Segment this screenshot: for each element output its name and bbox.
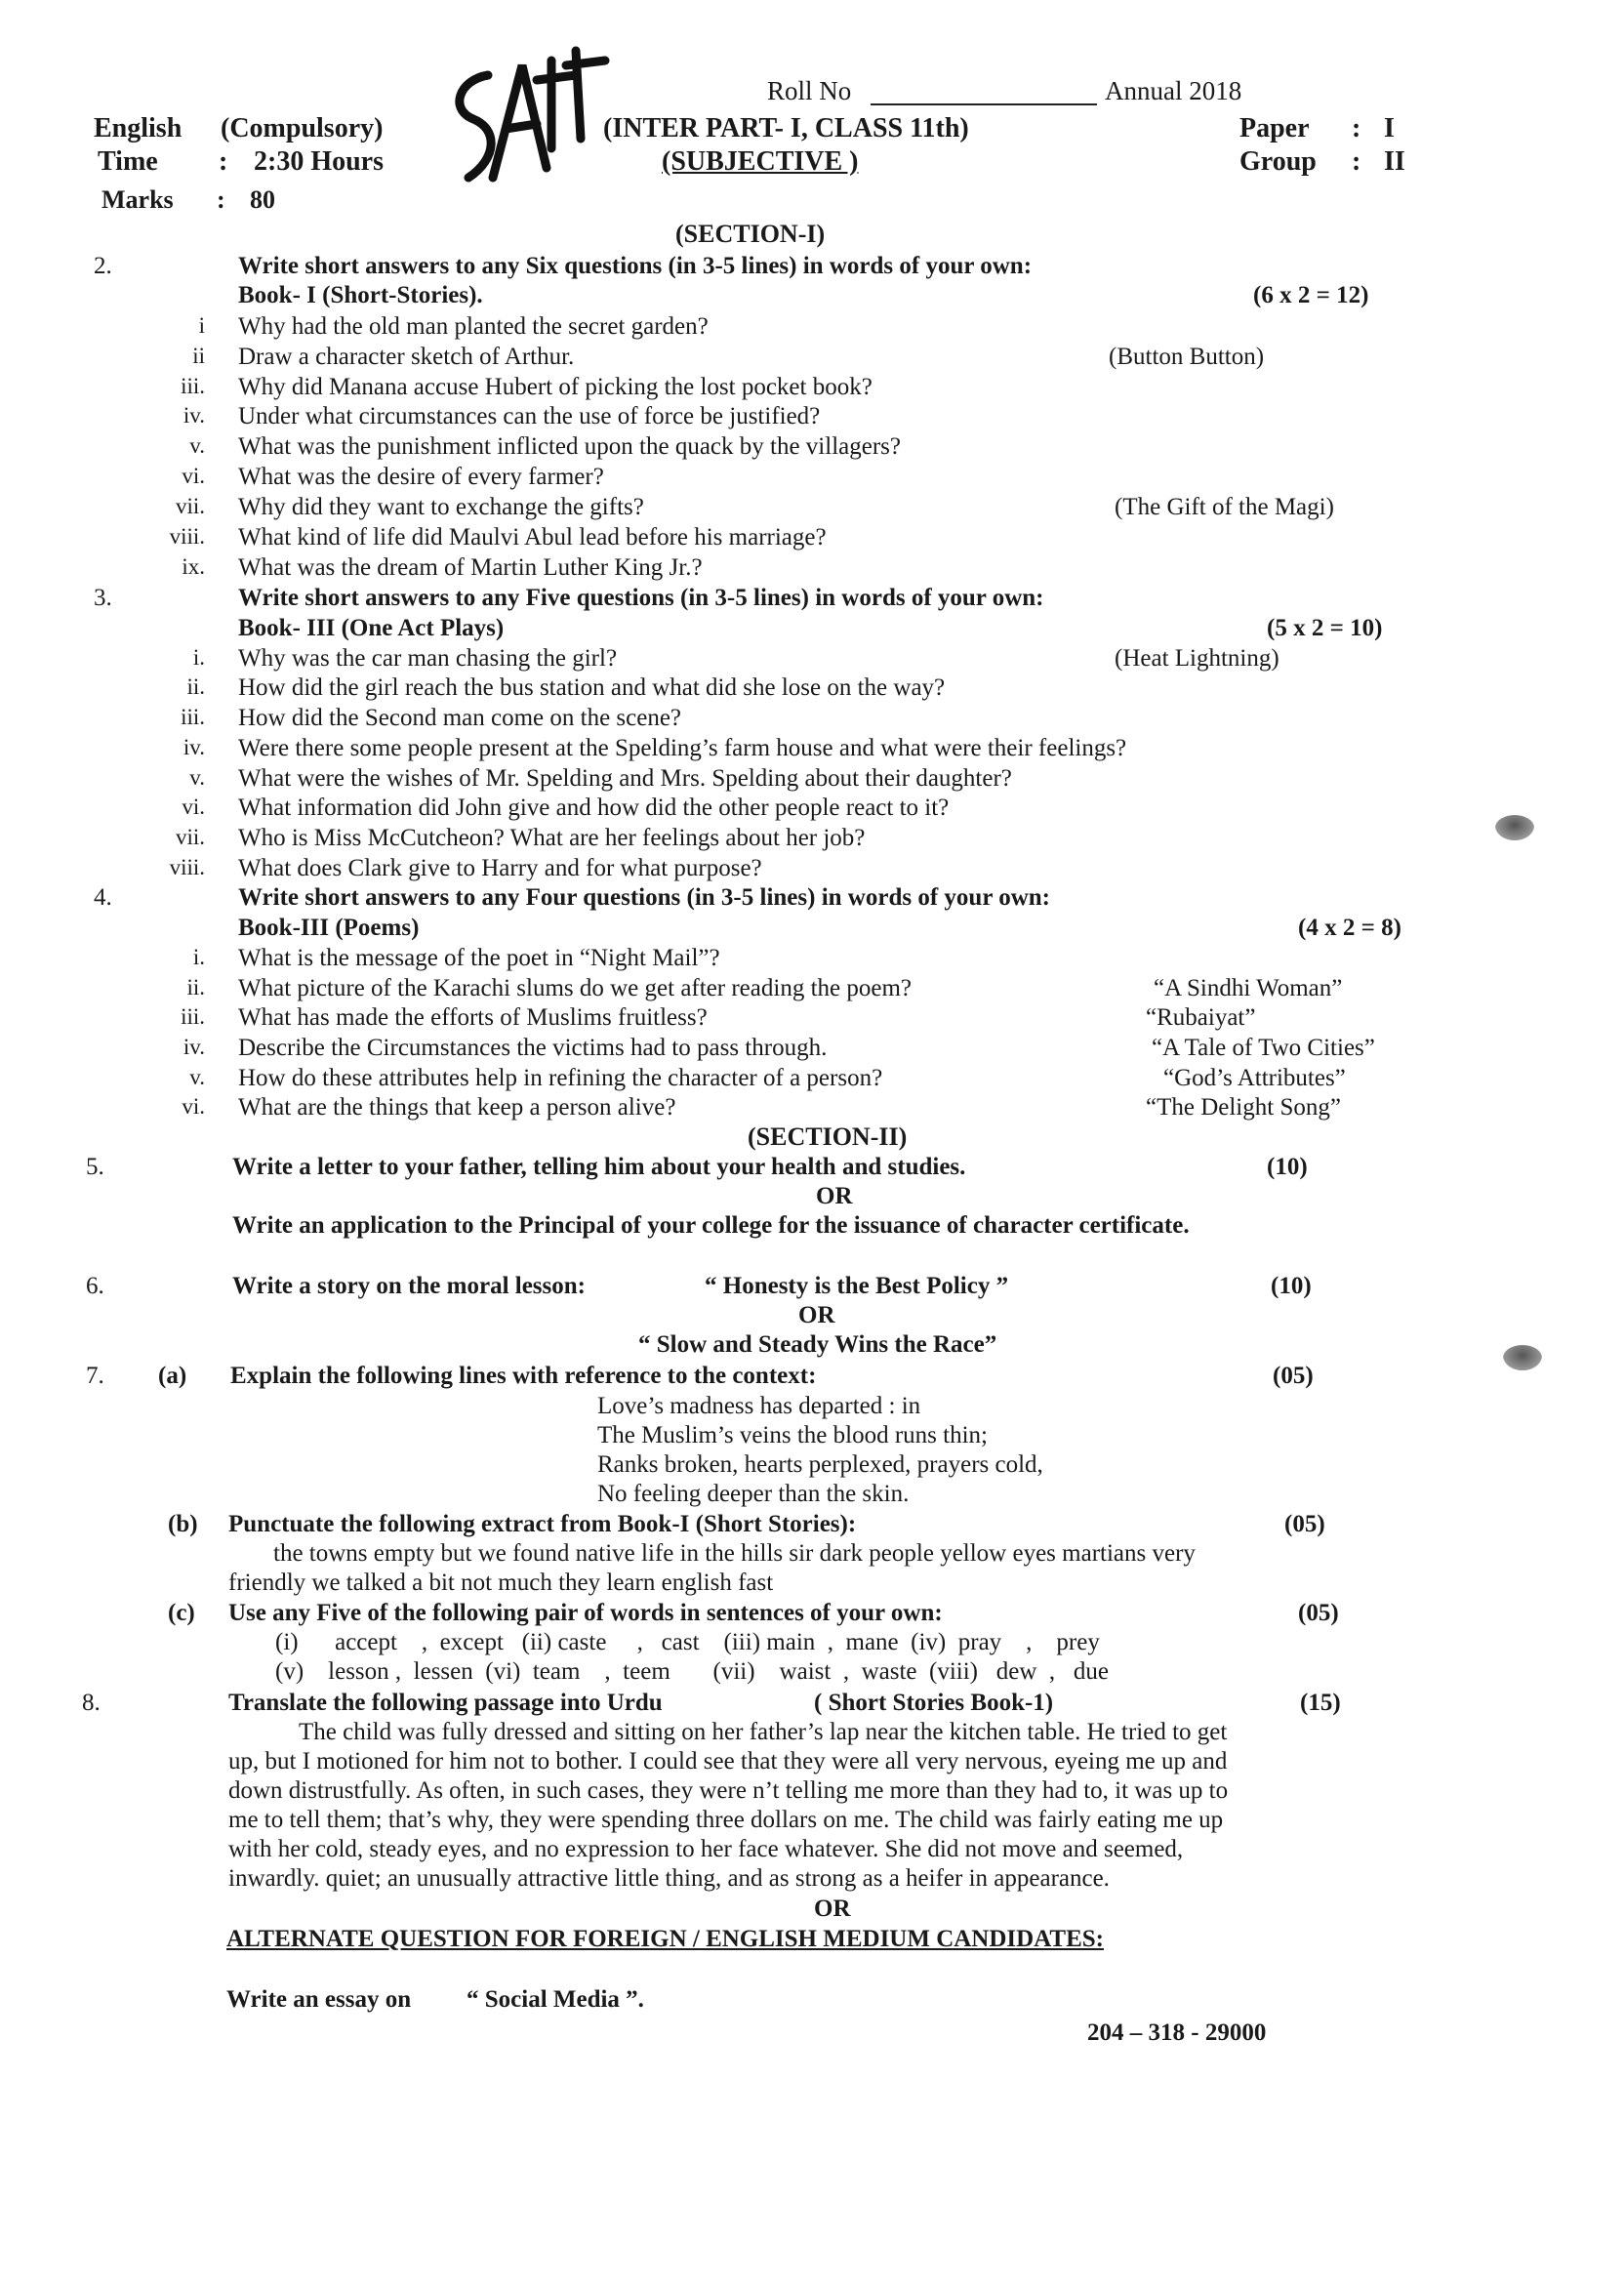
item-text: What was the dream of Martin Luther King Jr.? bbox=[238, 554, 703, 581]
item-number: vii. bbox=[175, 494, 205, 518]
item-text: How did the girl reach the bus station and what did she lose on the way? bbox=[238, 674, 946, 701]
item-text: Draw a character sketch of Arthur. bbox=[238, 344, 575, 370]
q7b-label: (b) bbox=[168, 1511, 198, 1537]
essay-prefix: Write an essay on bbox=[226, 1986, 412, 2013]
q4-number: 4. bbox=[94, 884, 112, 911]
alternate-question-heading: ALTERNATE QUESTION FOR FOREIGN / ENGLISH MEDIUM CANDIDATES: bbox=[226, 1926, 1104, 1952]
item-number: vi. bbox=[182, 795, 205, 819]
q7c-text: Use any Five of the following pair of words in sentences of your own: bbox=[228, 1600, 943, 1626]
marks-colon: : bbox=[217, 185, 225, 214]
item-number: iv. bbox=[183, 735, 205, 759]
subject: English bbox=[94, 113, 183, 143]
handwritten-scribble bbox=[429, 21, 644, 197]
subjective-label: (SUBJECTIVE ) bbox=[662, 146, 859, 177]
passage-line: inwardly. quiet; an unusually attractive little thing, and as strong as a heifer in appearance. bbox=[228, 1865, 1110, 1892]
q2-instruction: Write short answers to any Six questions (in 3-5 lines) in words of your own: bbox=[238, 253, 1033, 279]
item-number: v. bbox=[189, 1065, 205, 1089]
q3-marks: (5 x 2 = 10) bbox=[1267, 615, 1383, 641]
roll-no-label: Roll No bbox=[767, 76, 852, 105]
item-reference: “The Delight Song” bbox=[1146, 1094, 1341, 1121]
item-number: iii. bbox=[181, 374, 205, 398]
poem-line: Love’s madness has departed : in bbox=[597, 1393, 921, 1419]
item-number: vii. bbox=[175, 825, 205, 849]
paper-colon: : bbox=[1352, 113, 1361, 143]
q6-topic-1: “ Honesty is the Best Policy ” bbox=[705, 1273, 1009, 1299]
item-number: vi. bbox=[182, 464, 205, 488]
q3-instruction: Write short answers to any Five questions (in 3-5 lines) in words of your own: bbox=[238, 585, 1044, 611]
poem-line: No feeling deeper than the skin. bbox=[597, 1481, 910, 1507]
item-number: i. bbox=[192, 945, 205, 969]
item-number: ii. bbox=[186, 674, 205, 699]
time-label: Time bbox=[98, 146, 158, 177]
item-text: Why had the old man planted the secret garden? bbox=[238, 313, 709, 340]
item-text: What picture of the Karachi slums do we get after reading the poem? bbox=[238, 975, 913, 1001]
q5-text: Write a letter to your father, telling him about your health and studies. bbox=[232, 1154, 966, 1180]
item-number: v. bbox=[189, 765, 205, 790]
item-text: Were there some people present at the Spelding’s farm house and what were their feelings? bbox=[238, 735, 1127, 761]
item-text: Describe the Circumstances the victims had to pass through. bbox=[238, 1035, 828, 1061]
q6-topic-2: “ Slow and Steady Wins the Race” bbox=[638, 1331, 997, 1358]
item-reference: “A Sindhi Woman” bbox=[1154, 975, 1343, 1001]
passage-line: me to tell them; that’s why, they were spending three dollars on me. The child was fairly eating me up bbox=[228, 1807, 1224, 1833]
compulsory: (Compulsory) bbox=[221, 113, 384, 143]
time-value: 2:30 Hours bbox=[254, 146, 384, 177]
q7c-word-pairs: (v) lesson , lessen (vi) team , teem (vii) waist , waste (viii) dew , due bbox=[275, 1658, 1109, 1685]
item-number: ii bbox=[192, 344, 205, 368]
item-text: What information did John give and how did the other people react to it? bbox=[238, 795, 950, 821]
group-value: II bbox=[1384, 146, 1405, 177]
group-label: Group bbox=[1239, 146, 1317, 177]
q7a-label: (a) bbox=[158, 1363, 187, 1389]
q7a-text: Explain the following lines with reference to the context: bbox=[230, 1363, 817, 1389]
q7b-extract-line: the towns empty but we found native life in the hills sir dark people yellow eyes martians very bbox=[273, 1540, 1196, 1567]
q7c-label: (c) bbox=[168, 1600, 195, 1626]
q8-text: Translate the following passage into Urdu bbox=[228, 1690, 663, 1716]
item-reference: “A Tale of Two Cities” bbox=[1152, 1035, 1375, 1061]
item-text: How do these attributes help in refining the character of a person? bbox=[238, 1065, 883, 1091]
q7b-extract-line: friendly we talked a bit not much they learn english fast bbox=[228, 1570, 774, 1596]
item-text: How did the Second man come on the scene? bbox=[238, 705, 682, 731]
exam-title: (INTER PART- I, CLASS 11th) bbox=[603, 113, 969, 143]
item-number: viii. bbox=[169, 855, 205, 879]
q8-number: 8. bbox=[82, 1690, 101, 1716]
poem-line: Ranks broken, hearts perplexed, prayers cold, bbox=[597, 1451, 1043, 1478]
time-colon: : bbox=[219, 146, 228, 177]
q2-book: Book- I (Short-Stories). bbox=[238, 282, 483, 308]
roll-no-line bbox=[871, 103, 1097, 105]
item-number: ii. bbox=[186, 975, 205, 999]
item-reference: “God’s Attributes” bbox=[1163, 1065, 1346, 1091]
item-text: What are the things that keep a person alive? bbox=[238, 1094, 676, 1121]
punch-hole-mark bbox=[1495, 815, 1534, 840]
essay-topic: “ Social Media ”. bbox=[467, 1986, 644, 2013]
q7c-marks: (05) bbox=[1298, 1600, 1339, 1626]
passage-line: up, but I motioned for him not to bother. I could see that they were all very nervous, eyeing me up and bbox=[228, 1748, 1228, 1774]
q4-marks: (4 x 2 = 8) bbox=[1298, 915, 1401, 941]
q5-number: 5. bbox=[86, 1154, 104, 1180]
session: Annual 2018 bbox=[1105, 76, 1242, 105]
marks-label: Marks bbox=[102, 185, 174, 214]
footer-code: 204 – 318 - 29000 bbox=[1087, 2019, 1267, 2046]
item-text: Why did they want to exchange the gifts? bbox=[238, 494, 644, 520]
item-reference: (Button Button) bbox=[1109, 344, 1265, 370]
passage-line: down distrustfully. As often, in such cases, they were n’t telling me more than they had to, it was up to bbox=[228, 1777, 1229, 1804]
item-number: iii. bbox=[181, 705, 205, 729]
marks-value: 80 bbox=[250, 185, 275, 214]
item-reference: “Rubaiyat” bbox=[1146, 1004, 1256, 1031]
item-number: i. bbox=[192, 645, 205, 670]
passage-line: The child was fully dressed and sitting on her father’s lap near the kitchen table. He tried to get bbox=[299, 1719, 1228, 1745]
item-number: iv. bbox=[183, 1035, 205, 1059]
q2-number: 2. bbox=[94, 253, 112, 279]
q5-marks: (10) bbox=[1267, 1154, 1308, 1180]
item-text: Who is Miss McCutcheon? What are her feelings about her job? bbox=[238, 825, 866, 851]
item-text: What were the wishes of Mr. Spelding and Mrs. Spelding about their daughter? bbox=[238, 765, 1012, 792]
item-number: ix. bbox=[182, 554, 205, 579]
punch-hole-mark bbox=[1503, 1345, 1542, 1370]
q6-text: Write a story on the moral lesson: bbox=[232, 1273, 586, 1299]
item-text: What was the punishment inflicted upon the quack by the villagers? bbox=[238, 433, 901, 460]
q7c-word-pairs: (i) accept , except (ii) caste , cast (iii) main , mane (iv) pray , prey bbox=[275, 1629, 1100, 1655]
item-reference: (The Gift of the Magi) bbox=[1115, 494, 1334, 520]
q5-alternative: Write an application to the Principal of your college for the issuance of character certificate. bbox=[232, 1212, 1190, 1239]
q4-book: Book-III (Poems) bbox=[238, 915, 420, 941]
q6-marks: (10) bbox=[1271, 1273, 1312, 1299]
item-number: iii. bbox=[181, 1004, 205, 1029]
q8-source: ( Short Stories Book-1) bbox=[814, 1690, 1054, 1716]
q5-or: OR bbox=[816, 1183, 853, 1209]
item-text: What kind of life did Maulvi Abul lead before his marriage? bbox=[238, 524, 827, 551]
item-text: Why did Manana accuse Hubert of picking the lost pocket book? bbox=[238, 374, 873, 400]
item-text: What is the message of the poet in “Night Mail”? bbox=[238, 945, 720, 971]
q7b-text: Punctuate the following extract from Book-I (Short Stories): bbox=[228, 1511, 857, 1537]
q6-or: OR bbox=[798, 1302, 835, 1328]
item-text: What does Clark give to Harry and for what purpose? bbox=[238, 855, 762, 881]
item-reference: (Heat Lightning) bbox=[1115, 645, 1279, 672]
q6-number: 6. bbox=[86, 1273, 104, 1299]
item-number: i bbox=[198, 313, 205, 338]
item-text: Why was the car man chasing the girl? bbox=[238, 645, 618, 672]
q7a-marks: (05) bbox=[1273, 1363, 1314, 1389]
item-number: vi. bbox=[182, 1094, 205, 1119]
poem-line: The Muslim’s veins the blood runs thin; bbox=[597, 1422, 988, 1448]
item-text: Under what circumstances can the use of force be justified? bbox=[238, 403, 821, 429]
item-number: viii. bbox=[169, 524, 205, 549]
group-colon: : bbox=[1352, 146, 1361, 177]
q2-marks: (6 x 2 = 12) bbox=[1253, 282, 1369, 308]
paper-label: Paper bbox=[1239, 113, 1310, 143]
item-text: What was the desire of every farmer? bbox=[238, 464, 604, 490]
q3-number: 3. bbox=[94, 585, 112, 611]
item-number: v. bbox=[189, 433, 205, 458]
q3-book: Book- III (One Act Plays) bbox=[238, 615, 505, 641]
section-2-heading: (SECTION-II) bbox=[748, 1122, 908, 1151]
q4-instruction: Write short answers to any Four questions (in 3-5 lines) in words of your own: bbox=[238, 884, 1050, 911]
q8-marks: (15) bbox=[1300, 1690, 1341, 1716]
passage-line: with her cold, steady eyes, and no expression to her face whatever. She did not move and seemed, bbox=[228, 1836, 1184, 1862]
section-1-heading: (SECTION-I) bbox=[675, 220, 826, 248]
paper-value: I bbox=[1384, 113, 1395, 143]
q7-number: 7. bbox=[86, 1363, 104, 1389]
scribble-svg bbox=[429, 21, 644, 197]
q7b-marks: (05) bbox=[1284, 1511, 1325, 1537]
item-number: iv. bbox=[183, 403, 205, 428]
q8-or: OR bbox=[814, 1896, 851, 1922]
item-text: What has made the efforts of Muslims fruitless? bbox=[238, 1004, 708, 1031]
